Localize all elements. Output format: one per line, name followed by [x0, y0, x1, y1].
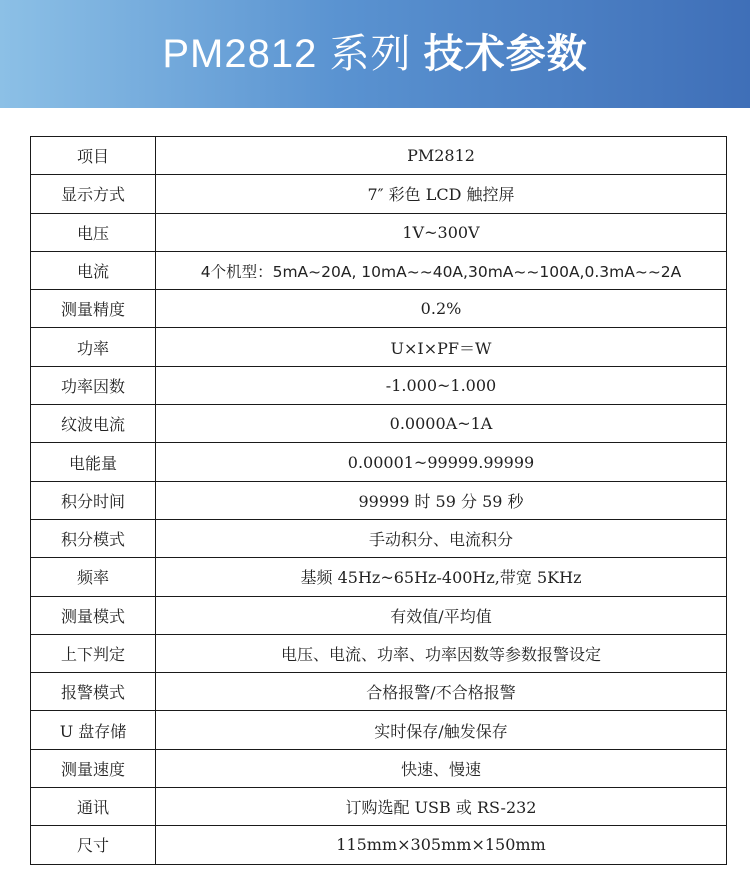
row-label: 上下判定	[31, 634, 156, 672]
table-row	[31, 749, 727, 787]
row-value: 快速、慢速	[156, 749, 727, 787]
row-value: -1.000~1.000	[156, 366, 727, 404]
row-value: 0.00001~99999.99999	[156, 443, 727, 481]
table-row	[31, 443, 727, 481]
row-label: 积分时间	[31, 481, 156, 519]
row-label: 积分模式	[31, 519, 156, 557]
row-label: 测量速度	[31, 749, 156, 787]
header-banner	[0, 0, 750, 108]
row-value: 有效值/平均值	[156, 596, 727, 634]
spec-table	[30, 136, 727, 865]
row-label: 功率	[31, 328, 156, 366]
row-label: 频率	[31, 558, 156, 596]
table-row	[31, 137, 727, 175]
row-label: U 盘存储	[31, 711, 156, 749]
row-label: 电流	[31, 251, 156, 289]
table-row	[31, 519, 727, 557]
page-title-spec: 技术参数	[423, 32, 588, 76]
page-title-series: PM2812 系列	[162, 32, 412, 76]
row-label: 通讯	[31, 788, 156, 826]
row-value: 115mm×305mm×150mm	[156, 826, 727, 864]
row-value: 基频 45Hz~65Hz-400Hz,带宽 5KHz	[156, 558, 727, 596]
table-row	[31, 213, 727, 251]
row-value: 实时保存/触发保存	[156, 711, 727, 749]
table-row	[31, 405, 727, 443]
table-row	[31, 558, 727, 596]
row-value: 1V~300V	[156, 213, 727, 251]
row-value: U×I×PF＝W	[156, 328, 727, 366]
row-value: 电压、电流、功率、功率因数等参数报警设定	[156, 634, 727, 672]
table-row	[31, 711, 727, 749]
row-label: 项目	[31, 137, 156, 175]
row-value: PM2812	[156, 137, 727, 175]
table-row	[31, 366, 727, 404]
row-value: 手动积分、电流积分	[156, 519, 727, 557]
row-value: 99999 时 59 分 59 秒	[156, 481, 727, 519]
table-row	[31, 251, 727, 289]
row-value: 合格报警/不合格报警	[156, 673, 727, 711]
row-label: 电压	[31, 213, 156, 251]
row-value: 订购选配 USB 或 RS-232	[156, 788, 727, 826]
table-row	[31, 290, 727, 328]
table-row	[31, 634, 727, 672]
table-row	[31, 328, 727, 366]
row-label: 功率因数	[31, 366, 156, 404]
row-label: 显示方式	[31, 175, 156, 213]
row-value: 0.0000A~1A	[156, 405, 727, 443]
row-label: 电能量	[31, 443, 156, 481]
row-label: 报警模式	[31, 673, 156, 711]
page-title	[162, 34, 587, 74]
table-row	[31, 481, 727, 519]
row-label: 测量精度	[31, 290, 156, 328]
table-row	[31, 788, 727, 826]
row-value: 4个机型：5mA~20A, 10mA~~40A,30mA~~100A,0.3mA~~2A	[156, 251, 727, 289]
row-label: 尺寸	[31, 826, 156, 864]
row-value: 0.2%	[156, 290, 727, 328]
table-row	[31, 596, 727, 634]
row-label: 测量模式	[31, 596, 156, 634]
row-label: 纹波电流	[31, 405, 156, 443]
table-row	[31, 673, 727, 711]
table-row	[31, 175, 727, 213]
row-value: 7″ 彩色 LCD 触控屏	[156, 175, 727, 213]
table-row	[31, 826, 727, 864]
